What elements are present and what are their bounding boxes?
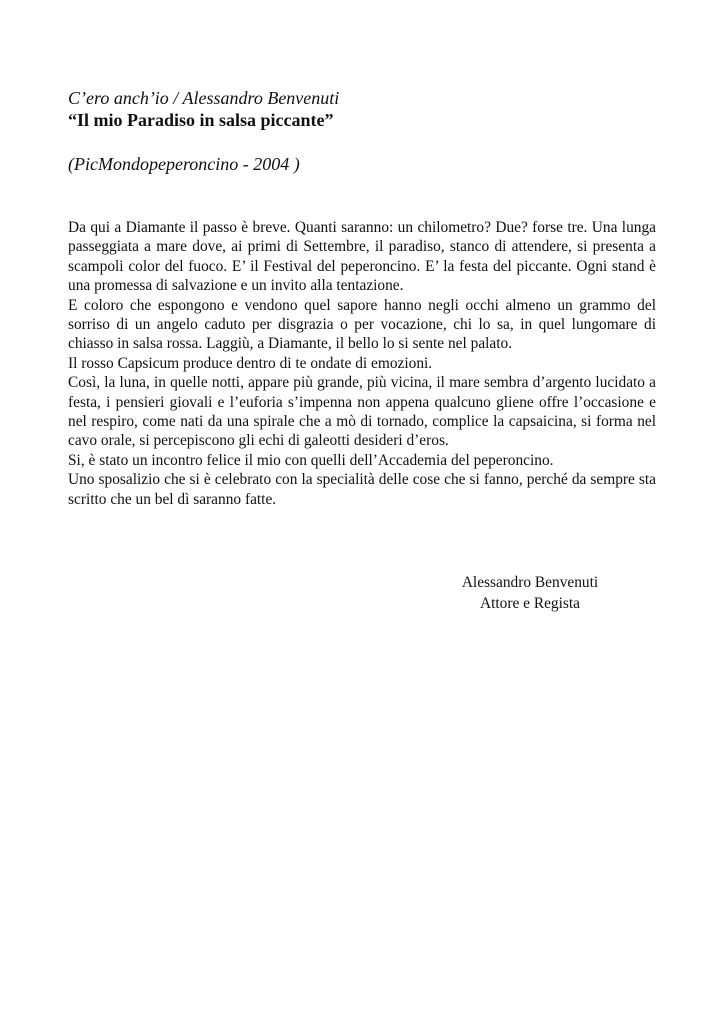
- author-line: C’ero anch’io / Alessandro Benvenuti: [68, 88, 340, 108]
- body-text: [68, 218, 656, 509]
- paragraph: Da qui a Diamante il passo è breve. Quanti saranno: un chilometro? Due? forse tre. Una lunga passeggiata a mare dove, ai primi di Settembre, il paradiso, stanco di attendere, si presenta a scampoli color del fuoco. E’ il Festival del peperoncino. E’ la festa del piccante. Ogni stand è una promessa di salvazione e un invito alla tentazione.: [68, 219, 656, 295]
- paragraph: Si, è stato un incontro felice il mio con quelli dell’Accademia del peperoncino.: [68, 451, 554, 469]
- signature-role: Attore e Regista: [479, 595, 580, 612]
- signature: [450, 572, 610, 614]
- paragraph: Uno sposalizio che si è celebrato con la specialità delle cose che si fanno, perché da sempre sta scritto che un bel dì saranno fatte.: [68, 471, 656, 508]
- signature-name: Alessandro Benvenuti: [461, 574, 599, 591]
- paragraph: Così, la luna, in quelle notti, appare più grande, più vicina, il mare sembra d’argento lucidato a festa, i pensieri giovali e l’euforia s’impenna non appena qualcuno gliene offre l’occasione e nel respiro, come nati da una spirale che a mò di tornado, complice la capsaicina, si forma nel cavo orale, si percepiscono gli echi di galeotti desideri d’eros.: [68, 374, 656, 450]
- paragraph: Il rosso Capsicum produce dentro di te ondate di emozioni.: [68, 354, 433, 372]
- source-line: (PicMondopeperoncino - 2004 ): [68, 154, 300, 174]
- paragraph: E coloro che espongono e vendono quel sapore hanno negli occhi almeno un grammo del sorriso di un angelo caduto per disgrazia o per vocazione, chi lo sa, in quel lungomare di chiasso in salsa rossa. Laggiù, a Diamante, il bello lo si sente nel palato.: [68, 296, 656, 353]
- document-title: “Il mio Paradiso in salsa piccante”: [68, 110, 334, 130]
- document-page: [68, 87, 656, 509]
